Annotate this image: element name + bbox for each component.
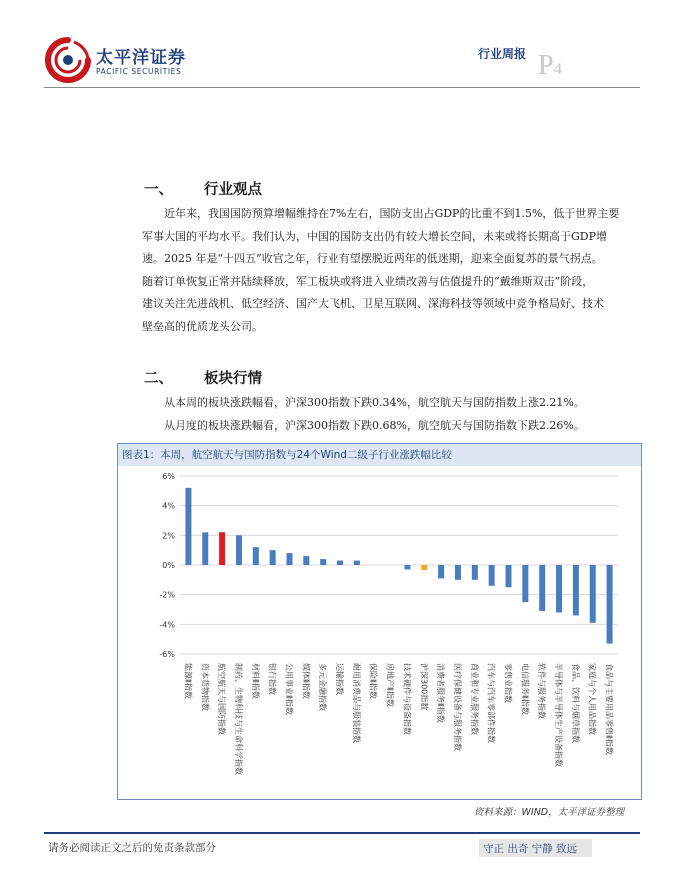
x-tick-label: 能源Ⅱ指数 (183, 663, 193, 699)
page-number-value: 4 (553, 59, 563, 78)
x-tick-label: 家庭与个人用品指数 (587, 663, 597, 735)
bar (287, 553, 293, 565)
bar (219, 532, 225, 565)
bar (185, 488, 191, 565)
bar (472, 565, 478, 580)
footer-motto-box (479, 839, 592, 857)
footer-disclaimer[interactable]: 请务必阅读正文之后的免责条款部分 (48, 842, 216, 854)
report-type: 行业周报 (478, 47, 527, 61)
bar (590, 565, 596, 623)
section-number: 一、 (144, 182, 173, 198)
x-tick-label: 半导体与半导体生产设备指数 (554, 663, 564, 767)
x-tick-label: 商业和专业服务指数 (469, 663, 479, 735)
header-divider (44, 87, 640, 88)
bar (303, 556, 309, 565)
paragraph-line: 军事大国的平均水平。我们认为，中国的国防支出仍有较大增长空间，未来或将长期高于GDP增 (142, 229, 608, 243)
bar (320, 559, 326, 565)
bar (489, 565, 495, 586)
section-title-industry-view (144, 178, 262, 199)
section-heading: 板块行情 (204, 371, 262, 387)
bar (506, 565, 512, 587)
x-tick-label: 制药、生物科技与生命科学指数 (233, 663, 243, 775)
chart-source: 资料来源：WIND，太平洋证券整理 (474, 807, 625, 818)
x-tick-label: 医疗保健设备与服务指数 (452, 663, 462, 751)
x-tick-label: 运输指数 (335, 663, 345, 695)
footer-divider (44, 832, 640, 834)
section-heading: 行业观点 (204, 182, 262, 198)
x-tick-label: 资本货物指数 (200, 663, 210, 711)
bar (404, 565, 410, 569)
bar (438, 565, 444, 578)
footer-motto: 守正 出奇 宁静 致远 (483, 843, 578, 855)
chart-figure (117, 443, 642, 800)
y-tick-label: 0% (162, 561, 175, 570)
paragraph-line: 速。2025 年是“十四五”收官之年，行业有望摆脱近两年的低迷期，迎来全面复苏的景气拐点。 (142, 252, 603, 265)
x-tick-label: 耐用消费品与服装指数 (351, 663, 361, 743)
x-tick-label: 食品与主要用品零售Ⅱ指数 (604, 663, 614, 755)
paragraph-line: 建议关注先进战机、低空经济、国产大飞机、卫星互联网、深海科技等领域中竞争格局好、技术 (142, 297, 604, 310)
company-name-cn: 太平洋证券 (96, 48, 186, 68)
industry-view-paragraph (142, 203, 634, 338)
chart-caption: 图表1：本周，航空航天与国防指数与24个Wind二级子行业涨跌幅比较 (118, 444, 641, 466)
page-prefix: P (538, 50, 554, 81)
x-tick-label: 保险Ⅱ指数 (368, 663, 378, 699)
sector-market-paragraph (142, 392, 634, 437)
x-tick-label: 消费者服务Ⅱ指数 (436, 663, 446, 723)
paragraph-line: 近年来，我国国防预算增幅维持在7%左右，国防支出占GDP的比重不到1.5%，低于世界主要 (164, 207, 620, 220)
y-tick-label: 6% (162, 472, 175, 481)
bar (421, 565, 427, 570)
y-tick-label: -6% (159, 650, 175, 659)
bar-chart (118, 466, 641, 799)
company-logo (44, 36, 204, 86)
x-tick-label: 零售业指数 (503, 663, 513, 703)
x-tick-label: 媒体Ⅱ指数 (301, 663, 311, 699)
bar (539, 565, 545, 611)
y-tick-label: -4% (159, 620, 175, 630)
x-tick-label: 技术硬件与设备指数 (402, 663, 412, 735)
x-tick-label: 公用事业Ⅱ指数 (284, 663, 294, 715)
x-tick-label: 软件与服务指数 (537, 663, 547, 719)
bar (607, 565, 613, 644)
y-tick-label: 4% (162, 501, 175, 511)
y-tick-label: 2% (162, 531, 175, 541)
pacific-logo-icon (44, 36, 92, 84)
x-tick-label: 房地产Ⅱ指数 (385, 663, 395, 707)
bar (253, 547, 259, 565)
page-number (538, 50, 562, 82)
x-tick-label: 材料Ⅱ指数 (250, 663, 260, 699)
x-tick-label: 银行指数 (267, 663, 277, 695)
paragraph-line: 从月度的板块涨跌幅看，沪深300指数下跌0.68%，航空航天与国防指数下跌2.26%。 (164, 418, 585, 432)
bar (556, 565, 562, 612)
x-tick-label: 汽车与汽车零部件指数 (486, 663, 496, 743)
x-tick-label: 食品、饮料与烟草指数 (570, 663, 580, 743)
bar (236, 535, 242, 565)
bar (354, 561, 360, 565)
x-tick-label: 航空航天与国防指数 (217, 663, 227, 735)
section-title-sector-market (144, 367, 262, 388)
bar (455, 565, 461, 580)
company-name-en: PACIFIC SECURITIES (96, 67, 182, 76)
bar (270, 550, 276, 565)
x-tick-label: 多元金融指数 (318, 663, 328, 711)
bar (202, 532, 208, 565)
x-tick-label: 沪深300指数 (419, 663, 429, 711)
paragraph-line: 从本周的板块涨跌幅看，沪深300指数下跌0.34%，航空航天与国防指数上涨2.21%。 (164, 396, 585, 409)
paragraph-line: 随着订单恢复正常并陆续释放，军工板块或将进入业绩改善与估值提升的“戴维斯双击”阶段， (142, 274, 594, 288)
bar (337, 561, 343, 565)
y-tick-label: -2% (159, 590, 175, 600)
x-tick-label: 电信服务Ⅱ指数 (520, 663, 530, 715)
paragraph-line: 壁垒高的优质龙头公司。 (142, 319, 263, 333)
section-number: 二、 (144, 371, 173, 387)
bar (573, 565, 579, 615)
bar (522, 565, 528, 602)
